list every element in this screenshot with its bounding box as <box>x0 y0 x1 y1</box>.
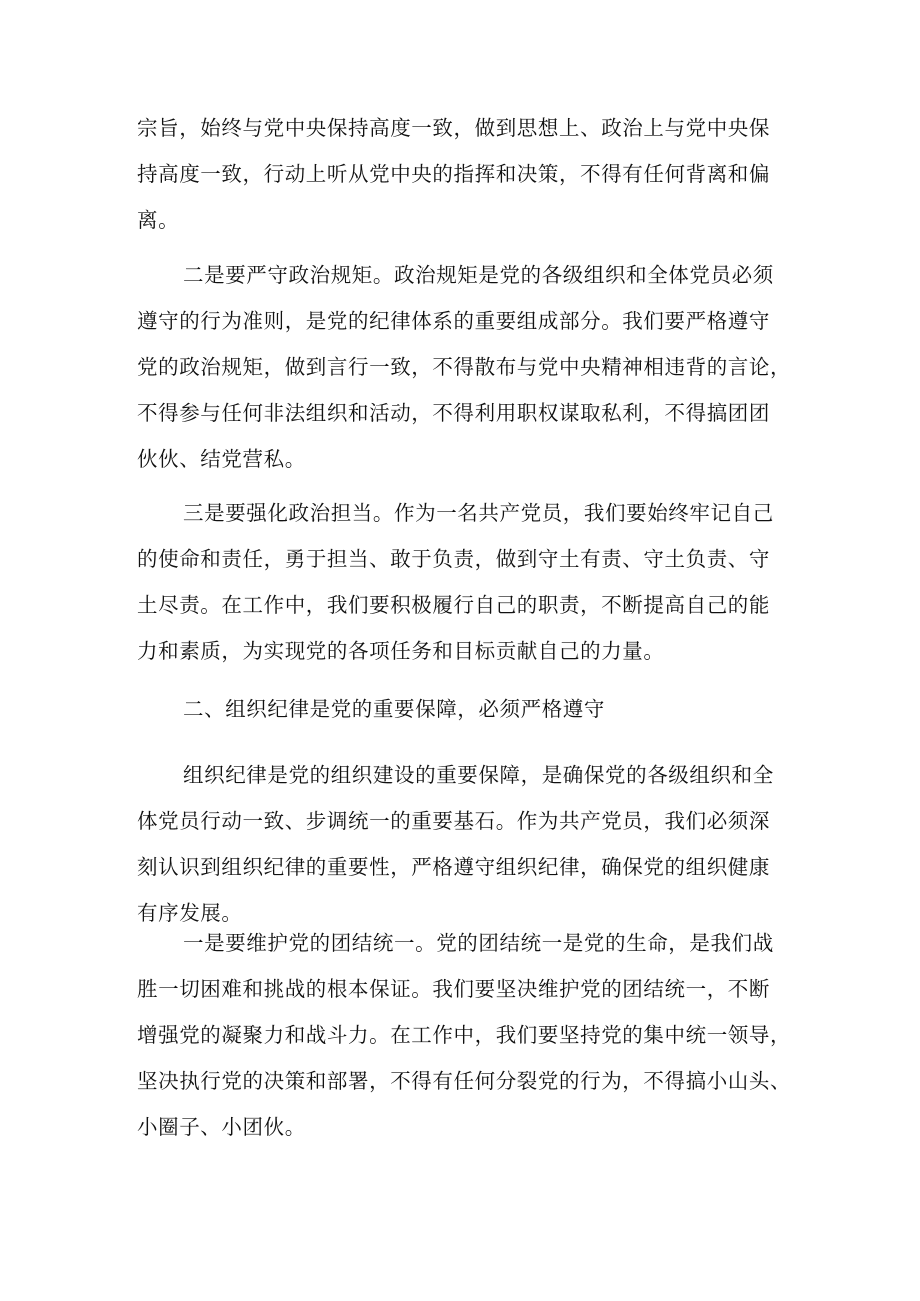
text-line: 组织纪律是党的组织建设的重要保障，是确保党的各级组织和全 <box>183 763 774 787</box>
text-line: 刻认识到组织纪律的重要性，严格遵守组织纪律，确保党的组织健康 <box>137 855 770 879</box>
text-line: 不得参与任何非法组织和活动，不得利用职权谋取私利，不得搞团团 <box>137 401 770 425</box>
text-line: 离。 <box>137 208 180 232</box>
text-line: 二是要严守政治规矩。政治规矩是党的各级组织和全体党员必须 <box>183 263 774 287</box>
paragraph-party-unity <box>137 920 792 1150</box>
text-line: 增强党的凝聚力和战斗力。在工作中，我们要坚持党的集中统一领导， <box>137 1023 792 1047</box>
paragraph-political-responsibility <box>137 490 787 674</box>
section-heading: 二、组织纪律是党的重要保障，必须严格遵守 <box>183 697 605 721</box>
text-line: 土尽责。在工作中，我们要积极履行自己的职责，不断提高自己的能 <box>137 593 770 617</box>
text-line: 宗旨，始终与党中央保持高度一致，做到思想上、政治上与党中央保 <box>137 116 770 140</box>
text-line: 有序发展。 <box>137 901 243 925</box>
text-line: 坚决执行党的决策和部署，不得有任何分裂党的行为，不得搞小山头、 <box>137 1069 792 1093</box>
text-line: 党的政治规矩，做到言行一致，不得散布与党中央精神相违背的言论， <box>137 355 792 379</box>
paragraph-political-rules <box>137 252 792 482</box>
text-line: 胜一切困难和挑战的根本保证。我们要坚决维护党的团结统一，不断 <box>137 977 770 1001</box>
text-line: 小圈子、小团伙。 <box>137 1115 306 1139</box>
text-line: 力和素质，为实现党的各项任务和目标贡献自己的力量。 <box>137 639 665 663</box>
text-line: 一是要维护党的团结统一。党的团结统一是党的生命，是我们战 <box>183 931 774 955</box>
text-line: 伙伙、结党营私。 <box>137 447 306 471</box>
text-line: 的使命和责任，勇于担当、敢于负责，做到守土有责、守土负责、守 <box>137 547 770 571</box>
text-line: 持高度一致，行动上听从党中央的指挥和决策，不得有任何背离和偏 <box>137 162 770 186</box>
paragraph-continuation <box>137 105 787 243</box>
paragraph-organizational-discipline <box>137 752 787 936</box>
text-line: 遵守的行为准则，是党的纪律体系的重要组成部分。我们要严格遵守 <box>137 309 770 333</box>
text-line: 三是要强化政治担当。作为一名共产党员，我们要始终牢记自己 <box>183 501 774 525</box>
text-line: 体党员行动一致、步调统一的重要基石。作为共产党员，我们必须深 <box>137 809 770 833</box>
